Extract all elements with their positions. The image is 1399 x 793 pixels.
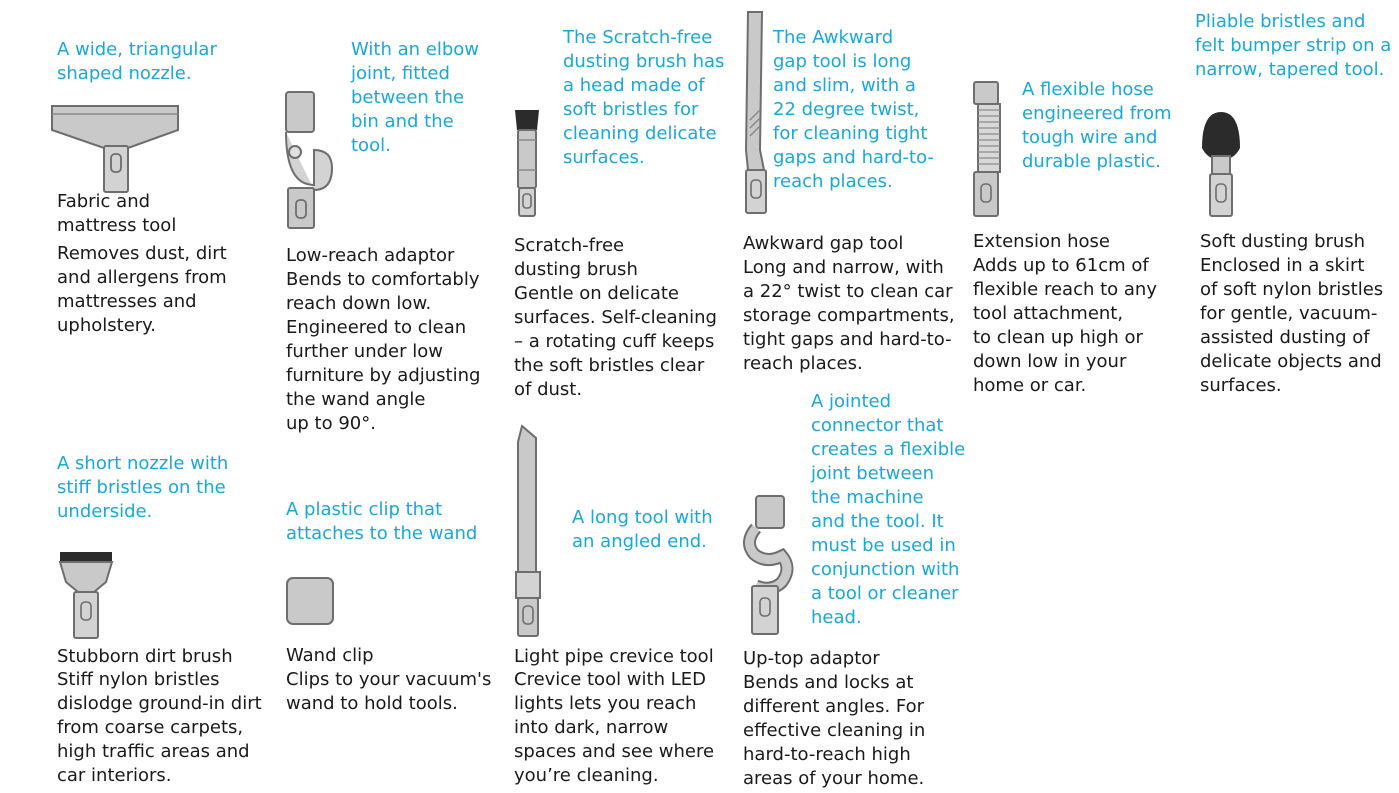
tool-name-low-reach: Low-reach adaptor <box>286 245 455 266</box>
tool-desc-light-pipe: Crevice tool with LED lights lets you reach into dark, narrow spaces and see where you’re cleaning. <box>514 669 715 786</box>
tool-name-stubborn-dirt: Stubborn dirt brush <box>57 646 233 667</box>
callout-wand-clip: A plastic clip that attaches to the wand <box>286 499 478 544</box>
callout-scratch-free: The Scratch-free dusting brush has a head made of soft bristles for cleaning delicate surfaces. <box>563 27 725 168</box>
tool-name-scratch-free: Scratch-free dusting brush <box>514 235 638 280</box>
light-pipe-crevice-tool-icon <box>510 422 546 638</box>
wand-clip-icon <box>285 576 337 628</box>
tool-name-wand-clip: Wand clip <box>286 645 374 666</box>
tool-desc-low-reach: Bends to comfortably reach down low. Engineered to clean further under low furniture by adjusting the wand angle up to 90°. <box>286 269 481 434</box>
tool-desc-soft-dusting: Enclosed in a skirt of soft nylon bristles for gentle, vacuum- assisted dusting of delicate objects and surfaces. <box>1200 255 1384 396</box>
awkward-gap-tool-icon <box>738 10 774 215</box>
tool-desc-extension-hose: Adds up to 61cm of flexible reach to any tool attachment, to clean up high or down low in your home or car. <box>973 255 1157 396</box>
callout-low-reach: With an elbow joint, fitted between the bin and the tool. <box>351 39 479 156</box>
stubborn-dirt-brush-icon <box>56 548 116 640</box>
up-top-adaptor-icon <box>742 494 794 636</box>
callout-awkward-gap: The Awkward gap tool is long and slim, with a 22 degree twist, for cleaning tight gaps and hard-to- reach places. <box>773 27 934 192</box>
fabric-mattress-tool-icon <box>50 102 182 194</box>
extension-hose-icon <box>968 80 1008 218</box>
callout-soft-dusting: Pliable bristles and felt bumper strip on a narrow, tapered tool. <box>1195 11 1392 80</box>
low-reach-adaptor-icon <box>282 90 336 230</box>
callout-extension-hose: A flexible hose engineered from tough wire and durable plastic. <box>1022 79 1172 172</box>
tool-name-fabric: Fabric and mattress tool <box>57 191 177 236</box>
callout-light-pipe: A long tool with an angled end. <box>572 507 713 552</box>
tool-name-extension-hose: Extension hose <box>973 231 1110 252</box>
tool-desc-awkward-gap: Long and narrow, with a 22° twist to clean car storage compartments, tight gaps and hard-to- reach places. <box>743 257 955 374</box>
callout-fabric-tool: A wide, triangular shaped nozzle. <box>57 39 217 84</box>
tool-desc-stubborn-dirt: Stiff nylon bristles dislodge ground-in dirt from coarse carpets, high traffic areas and car interiors. <box>57 669 262 786</box>
scratch-free-brush-icon <box>510 108 544 218</box>
tool-name-awkward-gap: Awkward gap tool <box>743 233 904 254</box>
callout-up-top: A jointed connector that creates a flexible joint between the machine and the tool. It must be used in conjunction with a tool or cleaner head. <box>811 391 966 628</box>
tool-desc-up-top: Bends and locks at different angles. For effective cleaning in hard-to-reach high areas of your home. <box>743 672 926 789</box>
tool-name-up-top: Up-top adaptor <box>743 648 880 669</box>
tool-desc-fabric: Removes dust, dirt and allergens from mattresses and upholstery. <box>57 243 227 336</box>
tool-name-soft-dusting: Soft dusting brush <box>1200 231 1366 252</box>
callout-stubborn-dirt: A short nozzle with stiff bristles on the underside. <box>57 453 229 522</box>
tool-desc-wand-clip: Clips to your vacuum's wand to hold tools. <box>286 669 492 714</box>
tool-desc-scratch-free: Gentle on delicate surfaces. Self-cleaning – a rotating cuff keeps the soft bristles clear of dust. <box>514 283 717 400</box>
soft-dusting-brush-icon <box>1198 108 1244 218</box>
tool-name-light-pipe: Light pipe crevice tool <box>514 646 714 667</box>
